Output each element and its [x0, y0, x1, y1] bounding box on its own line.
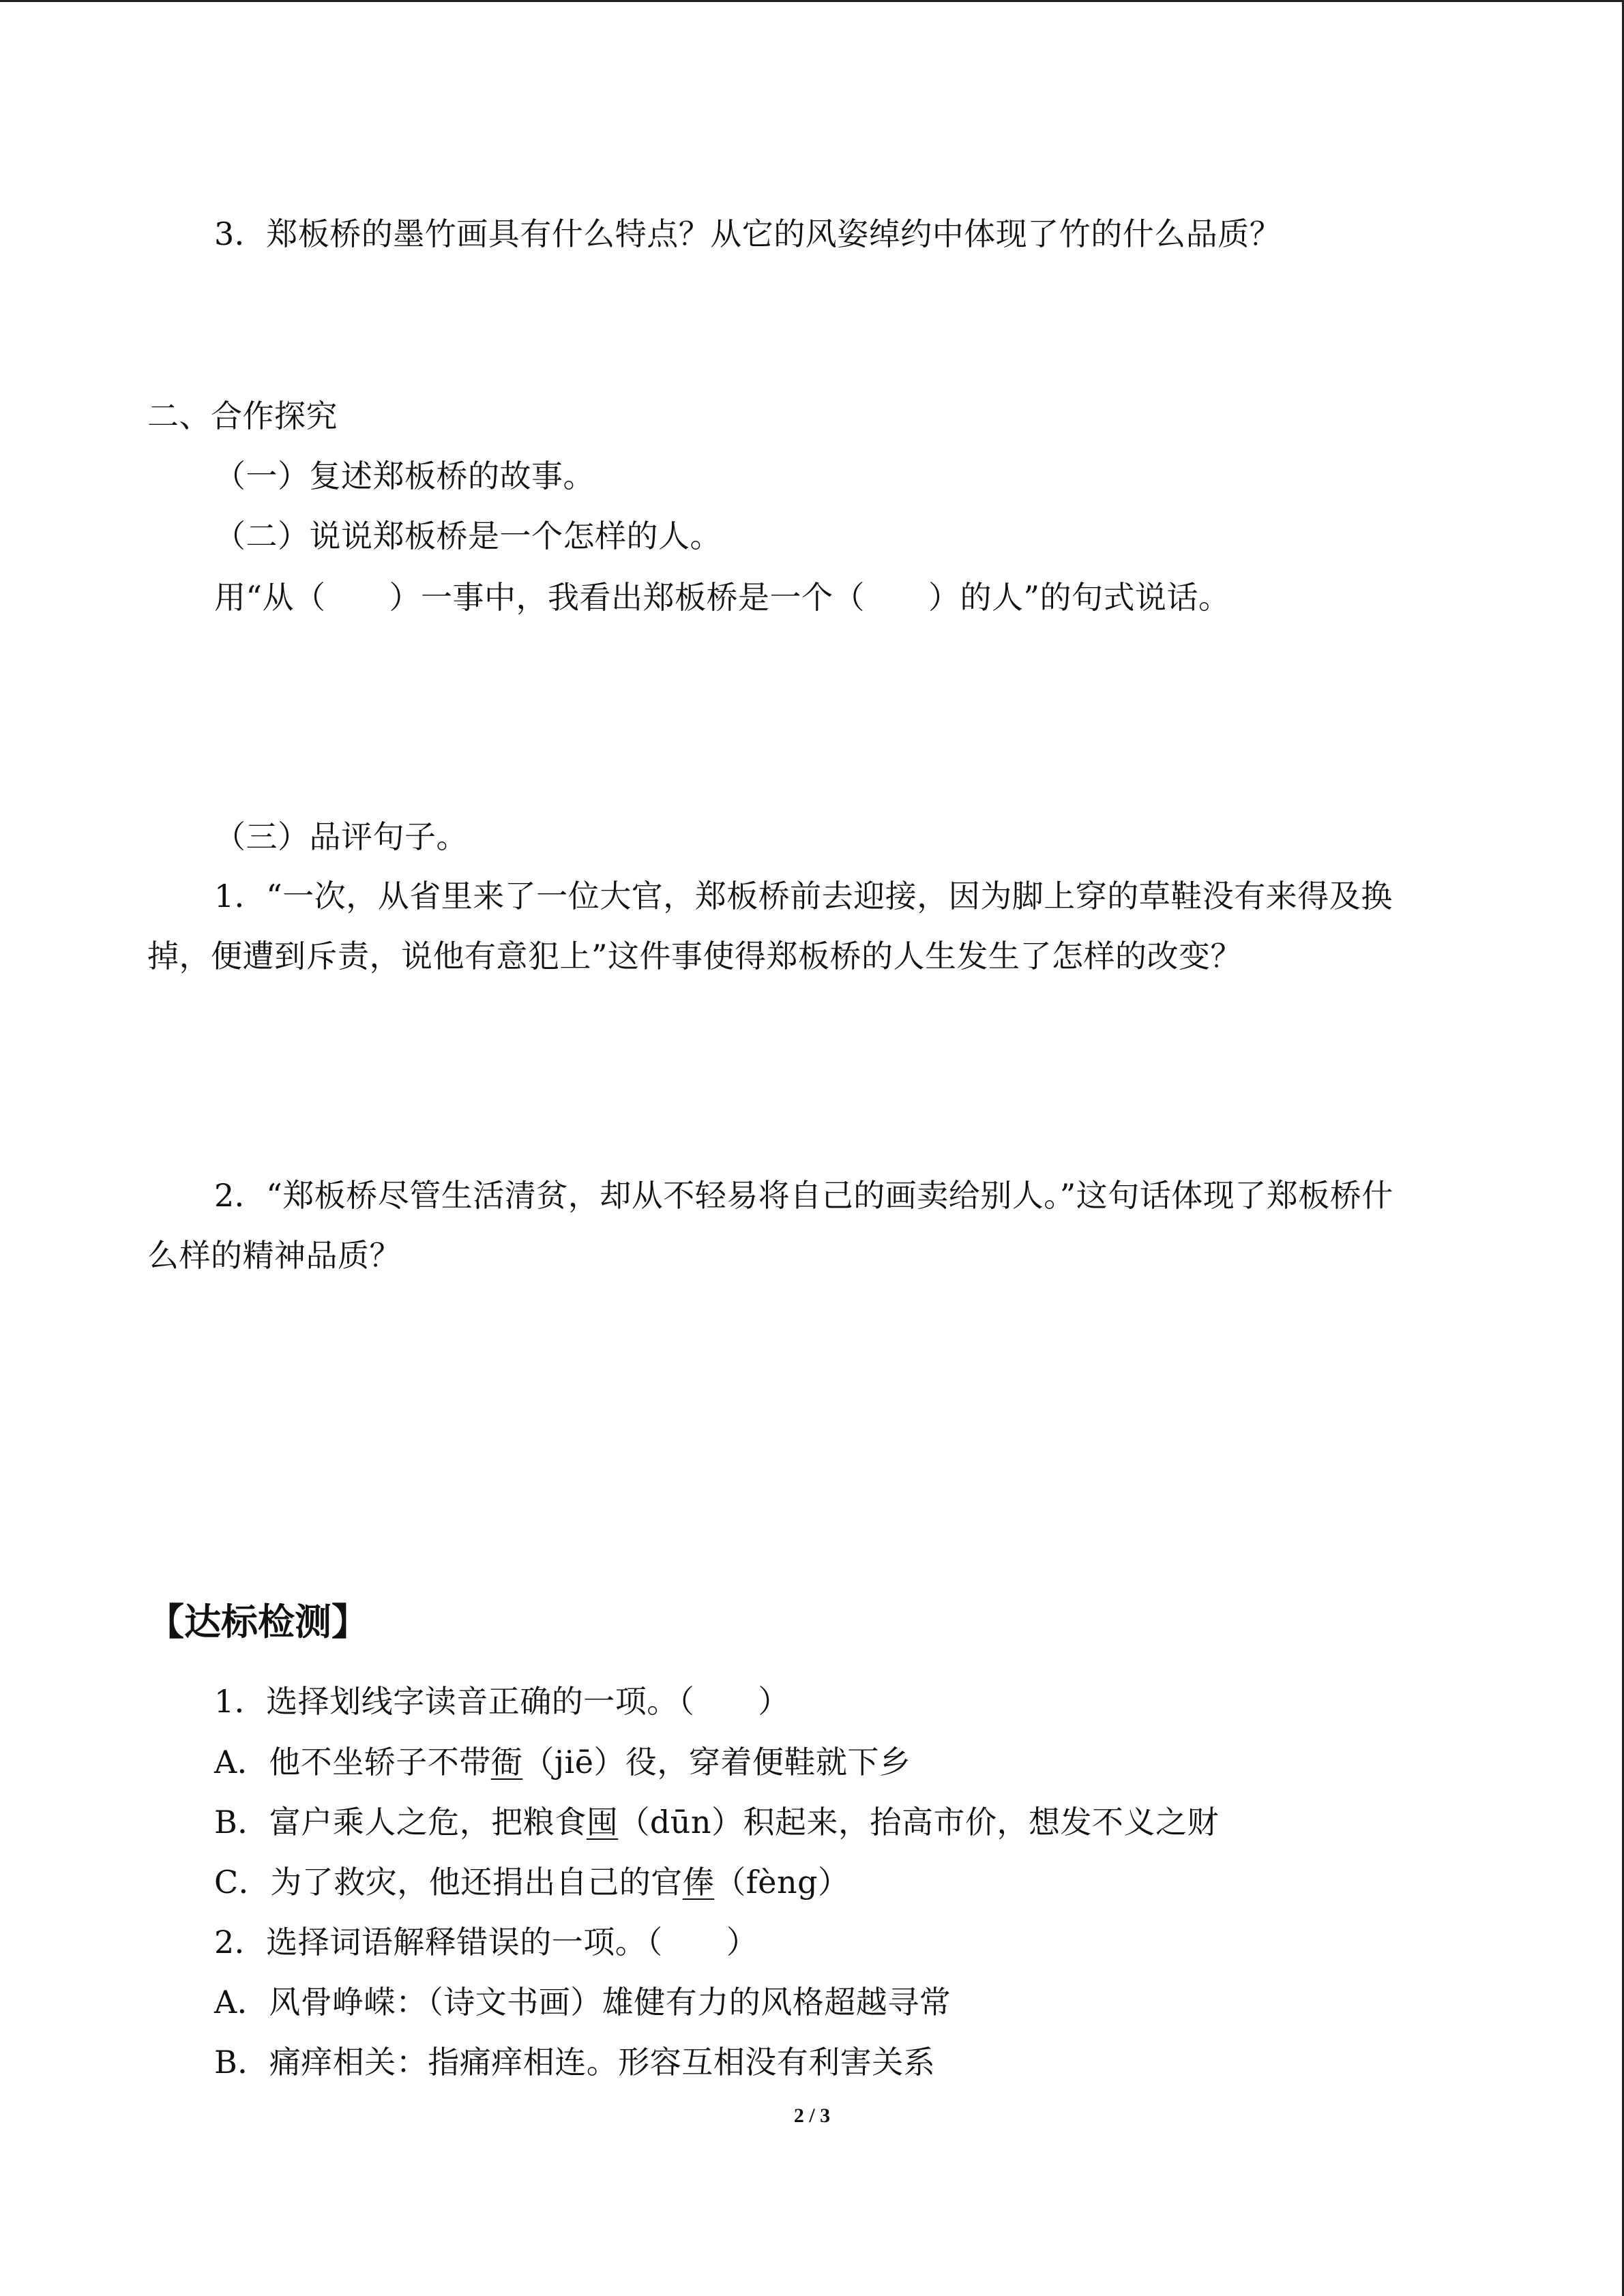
test-q2-option-a: A．风骨峥嵘：（诗文书画）雄健有力的风格超越寻常 [214, 1984, 951, 2021]
question-3: 3．郑板桥的墨竹画具有什么特点？从它的风姿绰约中体现了竹的什么品质？ [214, 215, 1282, 252]
underlined-char: 俸 [682, 1864, 715, 1900]
section-cooperative-inquiry-title: 二、合作探究 [147, 398, 338, 434]
sentence-1-line-2: 掉，便遭到斥责，说他有意犯上”这件事使得郑板桥的人生发生了怎样的改变？ [147, 938, 1243, 974]
test-q1-option-a: A．他不坐轿子不带衙（jiē）役，穿着便鞋就下乡 [214, 1744, 911, 1780]
sentence-2-line-2: 么样的精神品质？ [147, 1237, 401, 1274]
test-question-2: 2．选择词语解释错误的一项。（ ） [214, 1924, 758, 1960]
page-number: 2 / 3 [793, 2104, 831, 2127]
inquiry-item-2: （二）说说郑板桥是一个怎样的人。 [214, 518, 722, 554]
inquiry-item-3: （三）品评句子。 [214, 818, 468, 855]
underlined-char: 囤 [586, 1804, 619, 1840]
inquiry-item-2-prompt: 用“从（ ）一事中，我看出郑板桥是一个（ ）的人”的句式说话。 [214, 579, 1230, 616]
test-q1-option-c: C．为了救灾，他还捐出自己的官俸（fèng） [214, 1864, 850, 1900]
section-assessment-title: 【达标检测】 [147, 1600, 368, 1643]
test-q1-option-b: B．富户乘人之危，把粮食囤（dūn）积起来，抬高市价，想发不义之财 [214, 1804, 1220, 1840]
inquiry-item-1: （一）复述郑板桥的故事。 [214, 458, 595, 494]
underlined-char: 衙 [490, 1744, 523, 1780]
test-q2-option-b: B．痛痒相关：指痛痒相连。形容互相没有利害关系 [214, 2044, 936, 2081]
sentence-2-line-1: 2．“郑板桥尽管生活清贫，却从不轻易将自己的画卖给别人。”这句话体现了郑板桥什 [214, 1177, 1393, 1214]
sentence-1-line-1: 1．“一次，从省里来了一位大官，郑板桥前去迎接，因为脚上穿的草鞋没有来得及换 [214, 878, 1393, 914]
test-question-1: 1．选择划线字读音正确的一项。（ ） [214, 1683, 790, 1720]
